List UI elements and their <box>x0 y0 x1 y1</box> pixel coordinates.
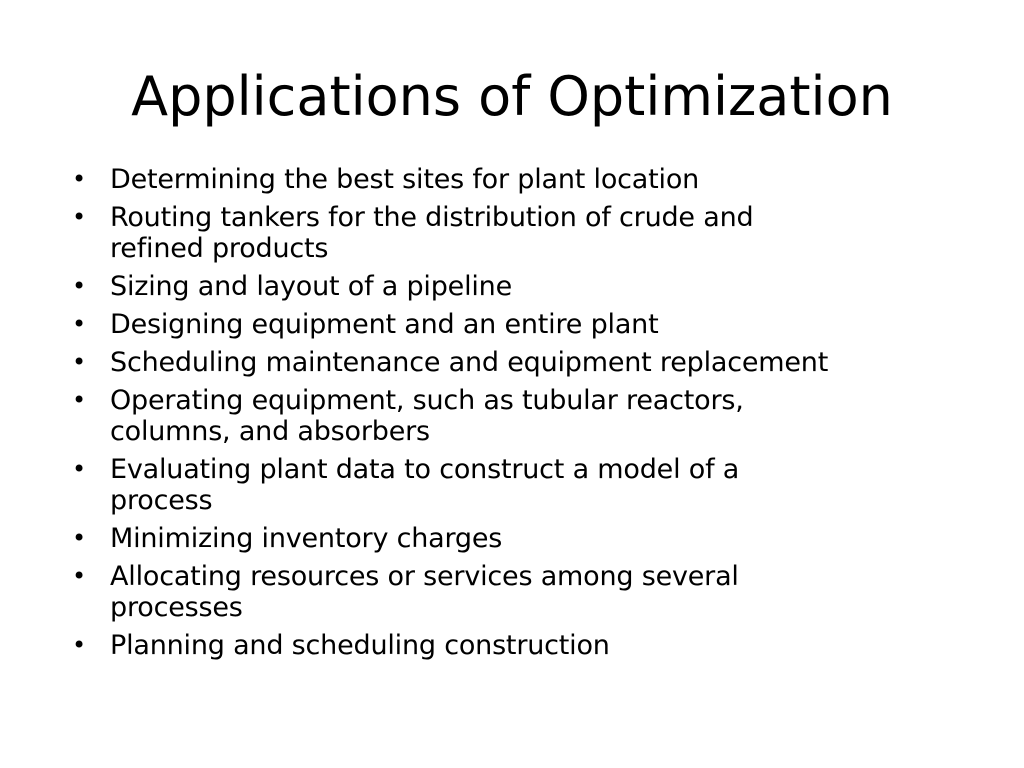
bullet-icon: • <box>72 524 86 552</box>
bullet-text: Minimizing inventory charges <box>110 523 503 554</box>
bullet-icon: • <box>72 348 86 376</box>
bullet-text: Scheduling maintenance and equipment replacement <box>110 347 829 378</box>
bullet-text: Determining the best sites for plant location <box>110 164 700 195</box>
bullet-icon: • <box>72 165 86 193</box>
bullet-icon: • <box>72 272 86 300</box>
list-item <box>72 630 972 661</box>
bullet-text: Allocating resources or services among several processes <box>110 561 739 623</box>
slide-title: Applications of Optimization <box>131 65 893 128</box>
bullet-text: Operating equipment, such as tubular reactors, columns, and absorbers <box>110 385 744 447</box>
bullet-text: Evaluating plant data to construct a model of a process <box>110 454 740 516</box>
bullet-list <box>72 164 972 668</box>
bullet-icon: • <box>72 203 86 231</box>
list-item <box>72 454 972 516</box>
list-item <box>72 523 972 554</box>
bullet-icon: • <box>72 562 86 590</box>
list-item <box>72 164 972 195</box>
list-item <box>72 561 972 623</box>
bullet-text: Routing tankers for the distribution of crude and refined products <box>110 202 754 264</box>
bullet-text: Planning and scheduling construction <box>110 630 610 661</box>
list-item <box>72 309 972 340</box>
bullet-text: Designing equipment and an entire plant <box>110 309 659 340</box>
list-item <box>72 202 972 264</box>
bullet-icon: • <box>72 455 86 483</box>
bullet-icon: • <box>72 386 86 414</box>
list-item <box>72 271 972 302</box>
list-item <box>72 385 972 447</box>
list-item <box>72 347 972 378</box>
bullet-icon: • <box>72 310 86 338</box>
bullet-text: Sizing and layout of a pipeline <box>110 271 513 302</box>
bullet-icon: • <box>72 631 86 659</box>
